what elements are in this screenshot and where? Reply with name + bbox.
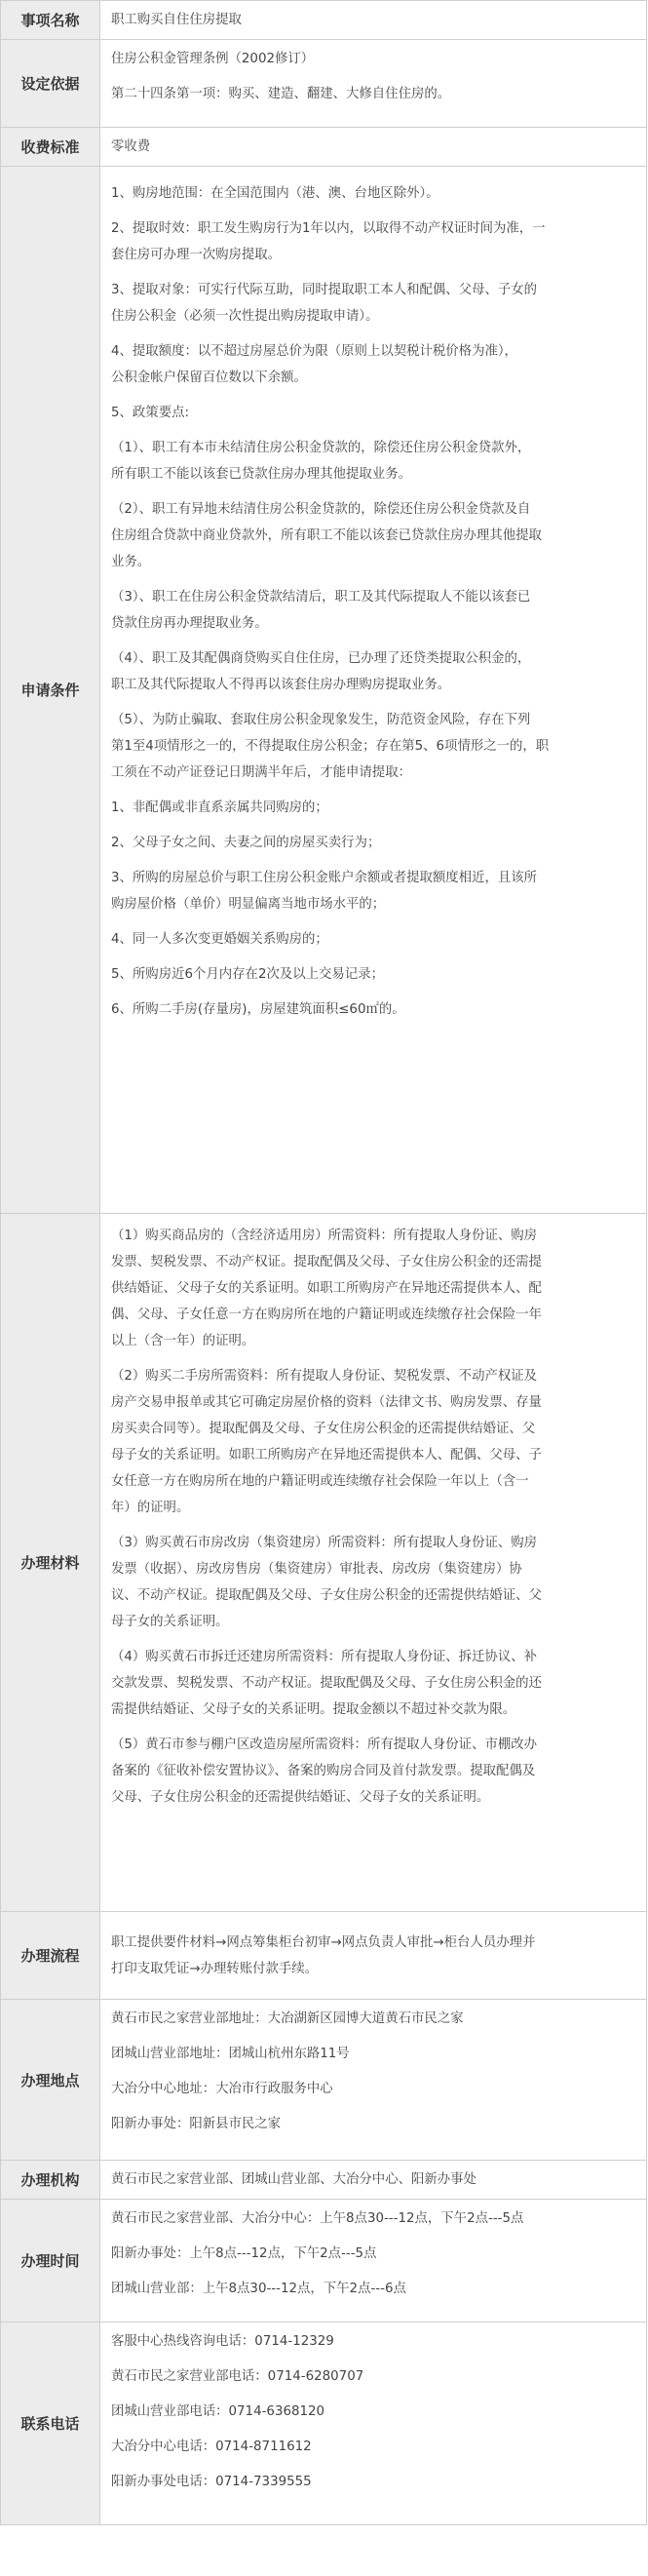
line: 阳新办事处：阳新县市民之家 bbox=[111, 2117, 282, 2131]
line: （3）、职工在住房公积金贷款结清后，职工及其代际提取人不能以该套已 bbox=[111, 590, 531, 605]
line: （1）、职工有本市未结清住房公积金贷款的，除偿还住房公积金贷款外， bbox=[111, 441, 531, 455]
line: 黄石市民之家营业部、团城山营业部、大冶分中心、阳新办事处 bbox=[111, 2172, 476, 2187]
line: 公积金帐户保留百位数以下余额。 bbox=[111, 371, 307, 385]
row-locations bbox=[0, 2000, 647, 2161]
line: 所有职工不能以该套已贷款住房办理其他提取业务。 bbox=[111, 467, 411, 482]
line: 3、所购的房屋总价与职工住房公积金账户余额或者提取额度相近，且该所 bbox=[111, 871, 538, 885]
line: 议、不动产权证。提取配偶及父母、子女住房公积金的还需提供结婚证、父 bbox=[111, 1588, 542, 1603]
row-hours bbox=[0, 2200, 647, 2322]
line: 1、非配偶或非直系亲属共同购房的； bbox=[111, 800, 328, 815]
line: 发票、契税发票、不动产权证。提取配偶及父母、子女住房公积金的还需提 bbox=[111, 1255, 542, 1269]
line: （5）、为防止骗取、套取住房公积金现象发生，防范资金风险，存在下列 bbox=[111, 713, 531, 727]
line: 阳新办事处电话：0714-7339555 bbox=[111, 2475, 312, 2489]
line: 发票（收据）、房改房售房（集资建房）审批表、房改房（集资建房）协 bbox=[111, 1562, 522, 1577]
row-conditions bbox=[0, 167, 647, 1214]
line: 零收费 bbox=[111, 139, 151, 154]
row-value bbox=[100, 2322, 647, 2524]
row-value bbox=[100, 128, 647, 166]
row-process bbox=[0, 1912, 647, 2000]
line: （3）购买黄石市房改房（集资建房）所需资料：所有提取人身份证、购房 bbox=[111, 1536, 538, 1550]
line: 大冶分中心电话：0714-8711612 bbox=[111, 2439, 312, 2454]
line: 2、父母子女之间、夫妻之间的房屋买卖行为； bbox=[111, 836, 381, 850]
line: 女任意一方在购房所在地的户籍证明或连续缴存社会保险一年以上（含一 bbox=[111, 1474, 529, 1489]
line: （4）、职工及其配偶商贷购买自住住房，已办理了还贷类提取公积金的， bbox=[111, 651, 531, 666]
line: 职工购买自住住房提取 bbox=[111, 13, 242, 27]
row-materials bbox=[0, 1214, 647, 1912]
line: 大冶分中心地址：大冶市行政服务中心 bbox=[111, 2082, 333, 2096]
line: 打印支取凭证→办理转账付款手续。 bbox=[111, 1962, 319, 1976]
row-phones bbox=[0, 2322, 647, 2525]
row-label: 办理流程 bbox=[0, 1912, 100, 1999]
line: 住房公积金管理条例（2002修订） bbox=[111, 52, 315, 66]
row-item-name bbox=[0, 0, 647, 40]
row-value bbox=[100, 1912, 647, 1999]
line: 职工及其代际提取人不得再以该套住房办理购房提取业务。 bbox=[111, 678, 451, 692]
line: 备案的《征收补偿安置协议》、备案的购房合同及首付款发票。提取配偶及 bbox=[111, 1764, 536, 1778]
line: 以上（含一年）的证明。 bbox=[111, 1334, 255, 1348]
row-label: 联系电话 bbox=[0, 2322, 100, 2524]
line: 住房组合贷款中商业贷款外，所有职工不能以该套已贷款住房办理其他提取 bbox=[111, 528, 542, 543]
row-value bbox=[100, 1214, 647, 1911]
row-value bbox=[100, 2200, 647, 2322]
row-label: 收费标准 bbox=[0, 128, 100, 166]
line: 4、同一人多次变更婚姻关系购房的； bbox=[111, 932, 328, 947]
line: 房产交易申报单或其它可确定房屋价格的资料（法律文书、购房发票、存量 bbox=[111, 1395, 542, 1410]
line: （5）黄石市参与棚户区改造房屋所需资料：所有提取人身份证、市棚改办 bbox=[111, 1737, 538, 1752]
line: 3、提取对象：可实行代际互助，同时提取职工本人和配偶、父母、子女的 bbox=[111, 283, 538, 297]
line: （1）购买商品房的（含经济适用房）所需资料：所有提取人身份证、购房 bbox=[111, 1229, 538, 1243]
line: 阳新办事处：上午8点---12点，下午2点---5点 bbox=[111, 2246, 377, 2261]
line: 黄石市民之家营业部电话：0714-6280707 bbox=[111, 2369, 364, 2384]
line: 母子女的关系证明。 bbox=[111, 1615, 229, 1629]
line: 黄石市民之家营业部、大冶分中心：上午8点30---12点，下午2点---5点 bbox=[111, 2211, 524, 2226]
line: 购房屋价格（单价）明显偏离当地市场水平的； bbox=[111, 897, 386, 912]
row-fee bbox=[0, 128, 647, 167]
line: 工须在不动产证登记日期满半年后，才能申请提取： bbox=[111, 765, 411, 780]
row-value bbox=[100, 2161, 647, 2199]
line: 职工提供要件材料→网点筹集柜台初审→网点负责人审批→柜台人员办理并 bbox=[111, 1935, 536, 1950]
line: 供结婚证、父母子女的关系证明。如职工所购房产在异地还需提供本人、配 bbox=[111, 1281, 542, 1296]
line: 团城山营业部电话：0714-6368120 bbox=[111, 2404, 325, 2419]
line: 偶、父母、子女任意一方在购房所在地的户籍证明或连续缴存社会保险一年 bbox=[111, 1308, 542, 1322]
row-value bbox=[100, 1, 647, 39]
row-value bbox=[100, 167, 647, 1213]
line: （2）、职工有异地未结清住房公积金贷款的，除偿还住房公积金贷款及自 bbox=[111, 502, 531, 517]
line: 第二十四条第一项：购买、建造、翻建、大修自住住房的。 bbox=[111, 87, 451, 101]
row-legal-basis bbox=[0, 40, 647, 128]
line: 房买卖合同等）。提取配偶及父母、子女住房公积金的还需提供结婚证、父 bbox=[111, 1422, 536, 1436]
line: 交款发票、契税发票、不动产权证。提取配偶及父母、子女住房公积金的还 bbox=[111, 1676, 542, 1691]
row-label: 申请条件 bbox=[0, 167, 100, 1213]
row-label: 设定依据 bbox=[0, 40, 100, 127]
line: 住房公积金（必须一次性提出购房提取申请）。 bbox=[111, 309, 379, 324]
line: 团城山营业部地址：团城山杭州东路11号 bbox=[111, 2047, 350, 2061]
row-value bbox=[100, 2000, 647, 2160]
row-agencies bbox=[0, 2161, 647, 2200]
line: 客服中心热线咨询电话：0714-12329 bbox=[111, 2334, 334, 2349]
line: 团城山营业部：上午8点30---12点，下午2点---6点 bbox=[111, 2282, 406, 2296]
line: 母子女的关系证明。如职工所购房产在异地还需提供本人、配偶、父母、子 bbox=[111, 1448, 542, 1463]
line: （4）购买黄石市拆迁还建房所需资料：所有提取人身份证、拆迁协议、补 bbox=[111, 1650, 538, 1664]
line: 年）的证明。 bbox=[111, 1501, 190, 1515]
row-label: 办理地点 bbox=[0, 2000, 100, 2160]
row-label: 办理时间 bbox=[0, 2200, 100, 2322]
line: 5、所购房近6个月内存在2次及以上交易记录； bbox=[111, 967, 384, 982]
line: 贷款住房再办理提取业务。 bbox=[111, 616, 268, 631]
line: 业务。 bbox=[111, 555, 151, 569]
row-label: 办理机构 bbox=[0, 2161, 100, 2199]
line: 1、购房地范围：在全国范围内（港、澳、台地区除外）。 bbox=[111, 186, 439, 201]
line: 6、所购二手房(存量房)，房屋建筑面积≤60㎡的。 bbox=[111, 1002, 405, 1017]
line: 2、提取时效：职工发生购房行为1年以内，以取得不动产权证时间为准，一 bbox=[111, 221, 546, 236]
line: 黄石市民之家营业部地址：大冶湖新区园博大道黄石市民之家 bbox=[111, 2011, 464, 2026]
line: （2）购买二手房所需资料：所有提取人身份证、契税发票、不动产权证及 bbox=[111, 1369, 538, 1384]
line: 需提供结婚证、父母子女的关系证明。提取金额以不超过补交款为限。 bbox=[111, 1702, 516, 1717]
line: 4、提取额度：以不超过房屋总价为限（原则上以契税计税价格为准）， bbox=[111, 344, 517, 359]
line: 父母、子女住房公积金的还需提供结婚证、父母子女的关系证明。 bbox=[111, 1790, 490, 1805]
row-label: 事项名称 bbox=[0, 1, 100, 39]
line: 套住房可办理一次购房提取。 bbox=[111, 248, 282, 262]
row-value bbox=[100, 40, 647, 127]
row-label: 办理材料 bbox=[0, 1214, 100, 1911]
line: 5、政策要点: bbox=[111, 406, 189, 420]
line: 第1至4项情形之一的，不得提取住房公积金；存在第5、6项情形之一的，职 bbox=[111, 739, 550, 754]
